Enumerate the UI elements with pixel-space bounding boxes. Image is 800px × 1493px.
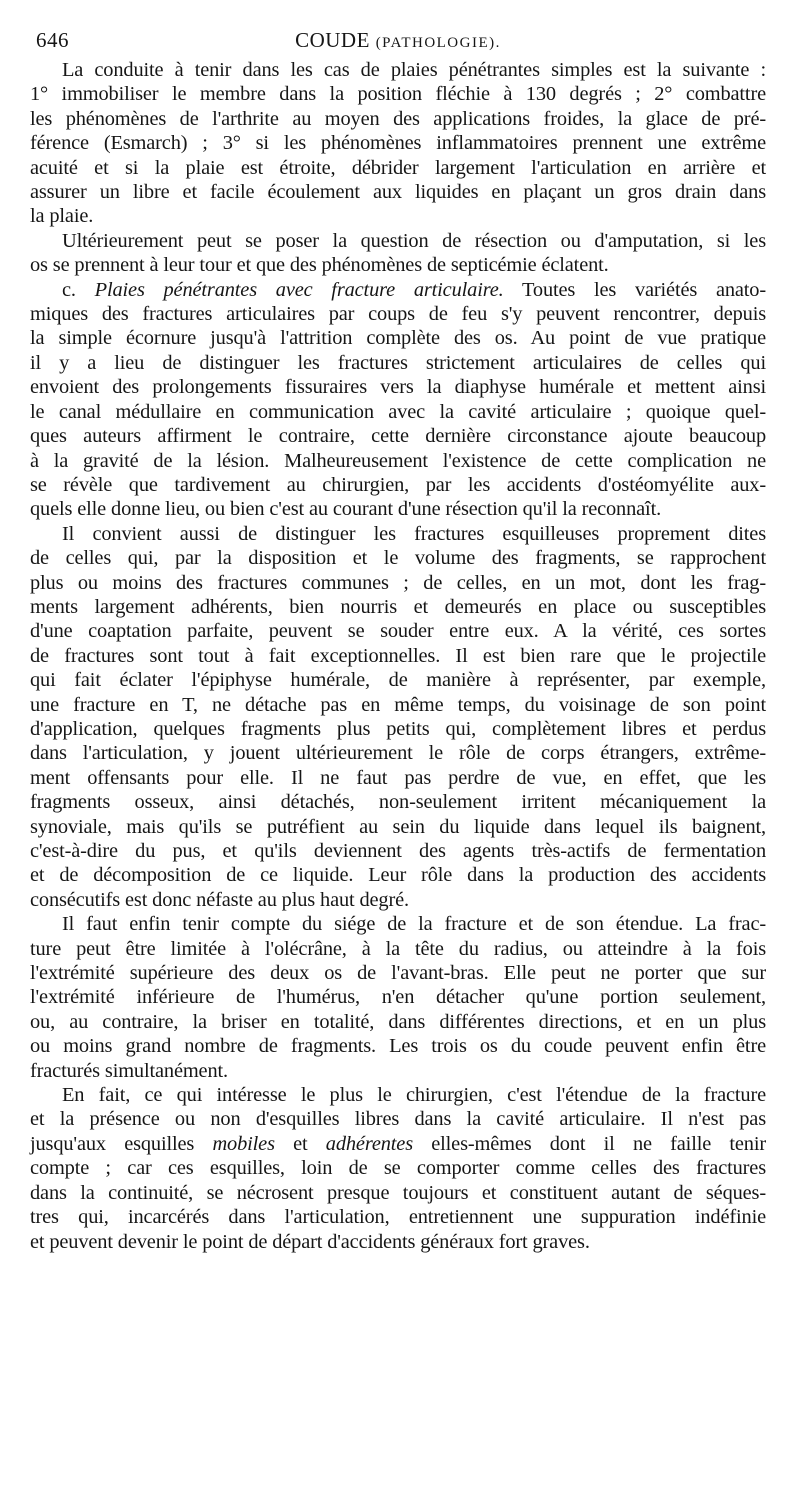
- section-letter: c.: [62, 278, 76, 301]
- paragraph-6: [30, 1083, 766, 1254]
- text-line-with-italics: [30, 1132, 766, 1156]
- text-line: En fait, ce qui intéresse le plus le chirurgien, c'est l'étendue de la fracture: [62, 1084, 766, 1107]
- text-line: Il convient aussi de distinguer les fractures esquilleuses proprement dites: [62, 522, 766, 545]
- text-line: tres qui, incarcérés dans l'articulation, entretiennent une suppuration indéfinie: [30, 1206, 766, 1229]
- body-text: [30, 58, 766, 1254]
- text-line: se révèle que tardivement au chirurgien, par les accidents d'ostéomyélite aux-: [30, 473, 766, 496]
- text-line: envoient des prolongements fissuraires vers la diaphyse humérale et mettent ainsi: [30, 376, 766, 399]
- text-line: c'est-à-dire du pus, et qu'ils deviennent des agents très-actifs de fermentation: [30, 840, 766, 862]
- text-line: miques des fractures articulaires par coups de feu s'y peuvent rencontrer, depuis: [30, 303, 766, 326]
- paragraph-5: [30, 912, 766, 1083]
- text-line: de celles qui, par la disposition et le volume des fragments, se rapprochent: [30, 547, 766, 570]
- italic-term-adherentes: adhérentes: [325, 1132, 413, 1155]
- text-line: 1° immobiliser le membre dans la position fléchie à 130 degrés ; 2° combattre: [30, 83, 766, 106]
- page-number: 646: [36, 28, 69, 52]
- text-fragment: jusqu'aux esquilles: [30, 1132, 213, 1155]
- text-line: fracturés simultanément.: [30, 1059, 228, 1082]
- text-line: une fracture en T, ne détache pas en même temps, du voisinage de son point: [30, 693, 766, 716]
- text-line: acuité et si la plaie est étroite, débrider largement l'articulation en arrière et: [30, 156, 766, 179]
- section-heading: Plaies pénétrantes avec fracture articulaire.: [94, 278, 504, 301]
- text-line: ou, au contraire, la briser en totalité, dans différentes directions, et en un plus: [30, 1010, 766, 1033]
- page-header: [30, 28, 766, 58]
- paragraph-4: [30, 522, 766, 913]
- text-line: ments largement adhérents, bien nourris et demeurés en place ou susceptibles: [30, 595, 766, 618]
- text-line: Ultérieurement peut se poser la question de résection ou d'amputation, si les: [62, 229, 766, 252]
- text-line: le canal médullaire en communication avec la cavité articulaire ; quoique quel-: [30, 400, 766, 423]
- text-line: assurer un libre et facile écoulement aux liquides en plaçant un gros drain dans: [30, 181, 766, 204]
- text-line: l'extrémité inférieure de l'humérus, n'en détacher qu'une portion seulement,: [30, 986, 766, 1009]
- running-head-title: COUDE: [295, 28, 370, 52]
- text-line: synoviale, mais qu'ils se putréfient au sein du liquide dans lequel ils baignent,: [30, 815, 766, 838]
- text-fragment: Toutes les variétés anato-: [522, 278, 766, 301]
- text-line: férence (Esmarch) ; 3° si les phénomènes inflammatoires prennent une extrême: [30, 132, 766, 155]
- paragraph-2: [30, 229, 766, 278]
- text-line: ment offensants pour elle. Il ne faut pas perdre de vue, en effet, que les: [30, 766, 766, 789]
- text-line: la plaie.: [30, 205, 94, 228]
- text-line: la simple écornure jusqu'à l'attrition complète des os. Au point de vue pratique: [30, 327, 766, 350]
- text-line: qui fait éclater l'épiphyse humérale, de manière à représenter, par exemple,: [30, 669, 766, 692]
- text-line: dans l'articulation, y jouent ultérieurement le rôle de corps étrangers, extrême-: [30, 742, 766, 765]
- text-line: ques auteurs affirment le contraire, cette dernière circonstance ajoute beaucoup: [30, 425, 766, 448]
- text-line: fragments osseux, ainsi détachés, non-seulement irritent mécaniquement la: [30, 791, 766, 814]
- text-line: l'extrémité supérieure des deux os de l'avant-bras. Elle peut ne porter que sur: [30, 962, 766, 985]
- text-line: d'application, quelques fragments plus petits qui, complètement libres et perdus: [30, 717, 766, 740]
- text-line: Il faut enfin tenir compte du siége de la fracture et de son étendue. La frac-: [62, 913, 766, 936]
- paragraph-3: [30, 278, 766, 522]
- text-line: de fractures sont tout à fait exceptionnelles. Il est bien rare que le projectile: [30, 644, 766, 667]
- text-line: os se prennent à leur tour et que des phénomènes de septicémie éclatent.: [30, 254, 609, 277]
- text-line: il y a lieu de distinguer les fractures strictement articulaires de celles qui: [30, 351, 766, 374]
- paragraph-1: [30, 58, 766, 229]
- text-line: à la gravité de la lésion. Malheureusement l'existence de cette complication ne: [30, 449, 766, 472]
- text-fragment: et: [274, 1132, 326, 1155]
- text-line: consécutifs est donc néfaste au plus haut degré.: [30, 888, 409, 911]
- text-line: compte ; car ces esquilles, loin de se comporter comme celles des fractures: [30, 1157, 766, 1180]
- italic-term-mobiles: mobiles: [212, 1132, 275, 1155]
- text-line-with-heading: [30, 278, 766, 302]
- text-line: ture peut être limitée à l'olécrâne, à la tête du radius, ou atteindre à la fois: [30, 937, 766, 960]
- text-line: La conduite à tenir dans les cas de plaies pénétrantes simples est la suivante :: [62, 59, 766, 81]
- book-page: [30, 28, 766, 1254]
- running-head-subtitle: (PATHOLOGIE).: [375, 35, 501, 51]
- text-line: dans la continuité, se nécrosent presque toujours et constituent autant de séques-: [30, 1181, 766, 1204]
- running-head: [30, 28, 766, 53]
- text-line: d'une coaptation parfaite, peuvent se souder entre eux. A la vérité, ces sortes: [30, 620, 766, 643]
- text-line: et de décomposition de ce liquide. Leur rôle dans la production des accidents: [30, 864, 766, 887]
- text-fragment: elles-mêmes dont il ne faille tenir: [413, 1132, 766, 1155]
- text-line: ou moins grand nombre de fragments. Les trois os du coude peuvent enfin être: [30, 1035, 766, 1058]
- text-line: et peuvent devenir le point de départ d'accidents généraux fort graves.: [30, 1230, 590, 1253]
- text-line: quels elle donne lieu, ou bien c'est au courant d'une résection qu'il la reconnaît.: [30, 498, 662, 521]
- text-line: les phénomènes de l'arthrite au moyen des applications froides, la glace de pré-: [30, 107, 766, 130]
- text-line: plus ou moins des fractures communes ; de celles, en un mot, dont les frag-: [30, 571, 766, 594]
- text-line: et la présence ou non d'esquilles libres dans la cavité articulaire. Il n'est pas: [30, 1108, 766, 1131]
